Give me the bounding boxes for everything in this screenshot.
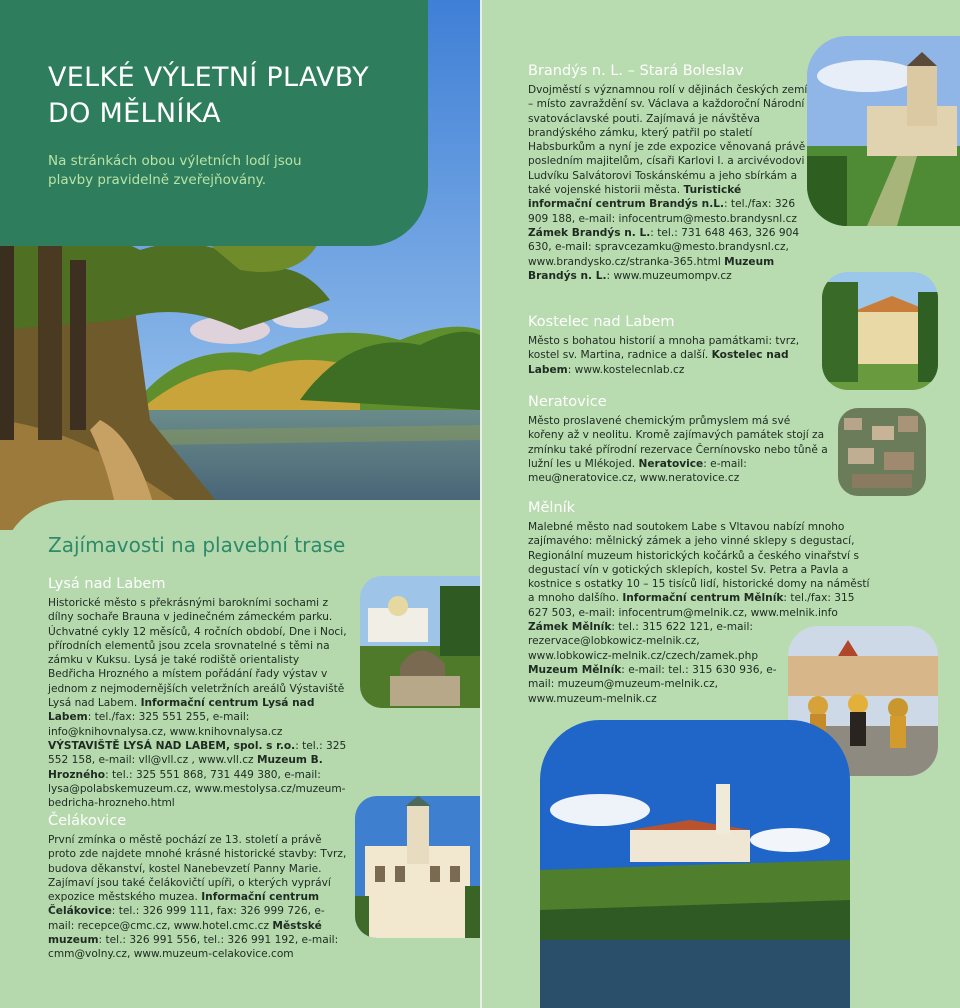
neratovice-photo: [838, 408, 926, 496]
lysa-heading: Lysá nad Labem: [48, 576, 166, 592]
melnik-castle-photo: [540, 720, 850, 1008]
section-neratovice: [528, 393, 828, 485]
melnik-heading: Mělník: [528, 500, 576, 516]
celakovice-text: První zmínka o městě pochází ze 13. století a právě proto zde najdete mnohé krásné historické stavby: Tvrz, budova děkanství, kostel Nanebevzetí Panny Marie. Zajímaví jsou také čelákovičtí upíři, o kterých vypráví expozice městského muzea. Informační centrum Čelákovice: tel.: 326 999 111, fax: 326 999 726, e-mail: recepce@cmc.cz, www.hotel.cmc.cz Městské muzeum: tel.: 326 991 556, tel.: 326 991 192, e-mail: cmm@volny.cz, www.muzeum-celakovice.com: [48, 834, 347, 961]
brandys-text: Dvojměstí s významnou rolí v dějinách českých zemí – místo zavraždění sv. Václava a každoroční Národní svatováclavské pouti. Zajímavá je návštěva brandýského zámku, který patřil po staletí Habsburkům a nyní je zde expozice věnovaná právě posledním majitelům, císaři Karlovi I. a arcivévodovi Ludvíku Salvátorovi Toskánskému a jeho sbírkám a také vojenské historii města. Turistické informační centrum Brandýs n.L.: tel./fax: 326 909 188, e-mail: infocentrum@mesto.brandysnl.cz Zámek Brandýs n. L.: tel.: 731 648 463, 326 904 630, e-mail: spravcezamku@mesto.brandysnl.cz, www.brandysko.cz/stranka-365.html Muzeum Brandýs n. L.: www.muzeumompv.cz: [528, 84, 808, 282]
lysa-text: Historické město s překrásnými barokními sochami z dílny sochaře Brauna v jedinečném zámeckém parku. Úchvatné cykly 12 měsíců, 4 ročních období, Dne i Noci, přírodních elementů jsou zcela srovnatelné s těmi na zámku v Kuksu. Lysá je také rodiště orientalisty Bedřicha Hrozného a místem pořádání řady výstav v jednom z nejmodernějších veletržních areálů Výstaviště Lysá nad Labem. Informační centrum Lysá nad Labem: tel./fax: 325 551 255, e-mail: info@knihovnalysa.cz, www.knihovnalysa.cz VÝSTAVIŠTĚ LYSÁ NAD LABEM, spol. s r.o.: tel.: 325 552 158, e-mail: vll@vll.cz , www.vll.cz Muzeum B. Hrozného: tel.: 325 551 868, 731 449 380, e-mail: lysa@polabskemuzeum.cz, www.mestolysa.cz/muzeum-bedricha-hrozneho.html: [48, 597, 347, 810]
celakovice-photo: [355, 796, 480, 938]
kostelec-contact-label-1: Kostelec nad Labem: [528, 349, 789, 376]
brandys-contact-label-1: Turistické informační centrum Brandýs n.L.: [528, 184, 742, 211]
lysa-photo: [360, 576, 480, 708]
brandys-castle-photo: [807, 36, 960, 226]
kostelec-heading: Kostelec nad Labem: [528, 314, 675, 330]
melnik-contact-label-2: Zámek Mělník: [528, 621, 612, 634]
section-title: Zajímavosti na plavební trase: [48, 533, 346, 557]
melnik-contacts: Zámek Mělník: tel.: 315 622 121, e-mail: rezervace@lobkowicz-melnik.cz, www.lobkowicz-melnik.cz/czech/zamek.php Muzeum Mělník: e-mail: tel.: 315 630 936, e-mail: muzeum@muzeum-melnik.cz, www.muzeum-melnik.cz: [528, 621, 777, 705]
lysa-contact-label-2: VÝSTAVIŠTĚ LYSÁ NAD LABEM, spol. s r.o.: [48, 739, 296, 752]
melnik-text: Malebné město nad soutokem Labe s Vltavou nabízí mnoho zajímavého: mělnický zámek a jeho vinné sklepy s degustací, Regionální muzeum historických kočárků a českého vinařství s degustací vín v gotických sklepích, kostel Sv. Petra a Pavla a kostnice s ostatky 10 – 15 tisíců lidí, historické domy na náměstí a mnoho dalšího. Informační centrum Mělník: tel./fax: 315 627 503, e-mail: infocentrum@melnik.cz, www.melnik.info: [528, 521, 870, 619]
celakovice-contact-label-2: Městské muzeum: [48, 919, 322, 947]
kostelec-photo: [822, 272, 938, 390]
neratovice-contact-label-1: Neratovice: [638, 457, 704, 470]
celakovice-heading: Čelákovice: [48, 813, 127, 829]
neratovice-heading: Neratovice: [528, 394, 607, 410]
melnik-contact-label-1: Informační centrum Mělník: [622, 592, 784, 605]
section-celakovice: [48, 812, 348, 962]
section-brandys: [528, 62, 808, 283]
right-page: [482, 0, 960, 1008]
section-lysa: [48, 575, 348, 810]
brandys-contact-label-2: Zámek Brandýs n. L.: [528, 226, 651, 239]
brandys-heading: Brandýs n. L. – Stará Boleslav: [528, 63, 744, 79]
lysa-contact-label-1: Informační centrum Lysá nad Labem: [48, 697, 315, 724]
page-title: VELKÉ VÝLETNÍ PLAVBY DO MĚLNÍKA: [48, 62, 369, 129]
lysa-contact-label-3: Muzeum B. Hrozného: [48, 754, 323, 781]
page-subtitle: Na stránkách obou výletních lodí jsou plavby pravidelně zveřejňovány.: [48, 153, 302, 188]
section-kostelec: [528, 313, 828, 377]
celakovice-contact-label-1: Informační centrum Čelákovice: [48, 891, 320, 918]
kostelec-text: Město s bohatou historií a mnoha památkami: tvrz, kostel sv. Martina, radnice a další. Kostelec nad Labem: www.kostelecnlab.cz: [528, 335, 800, 376]
melnik-contact-label-3: Muzeum Mělník: [528, 663, 622, 676]
title-banner: [0, 0, 428, 246]
brandys-contact-label-3: Muzeum Brandýs n. L.: [528, 255, 775, 282]
neratovice-text: Město proslavené chemickým průmyslem má své kořeny až v neolitu. Kromě zajímavých památek stojí za zmínku také přírodní rezervace Černínovsko nebo tůně a lužní les u Mlékojed. Neratovice: e-mail: meu@neratovice.cz, www.neratovice.cz: [528, 415, 828, 485]
